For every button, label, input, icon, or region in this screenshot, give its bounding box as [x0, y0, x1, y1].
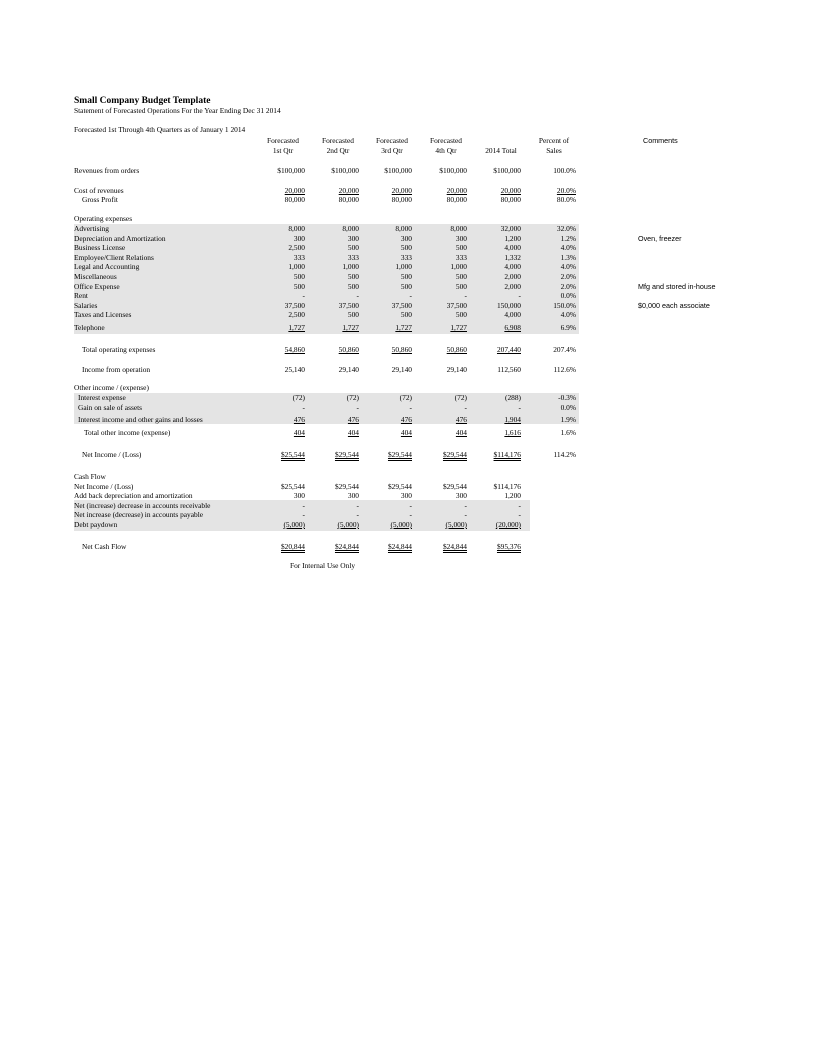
percent-cell: 32.0% [556, 224, 576, 233]
value-cell: 300 [455, 234, 467, 243]
value-cell: 300 [347, 234, 359, 243]
value-cell: 2,500 [288, 243, 305, 252]
value-cell: 300 [293, 491, 305, 500]
value-cell: 1,000 [342, 262, 359, 271]
value-cell: 20,000 [338, 186, 359, 195]
value-cell: 2,000 [504, 282, 521, 291]
value-cell: - [409, 501, 412, 510]
value-cell: 1,332 [504, 253, 521, 262]
value-cell: 476 [293, 415, 305, 424]
percent-cell: 2.0% [560, 282, 576, 291]
value-cell: - [464, 403, 467, 412]
value-cell: 20,000 [391, 186, 412, 195]
value-cell: 80,000 [338, 195, 359, 204]
value-cell: - [409, 510, 412, 519]
percent-cell: 4.0% [560, 262, 576, 271]
row-label: Total operating expenses [82, 345, 156, 354]
value-cell: 1,727 [450, 323, 467, 332]
column-header-q2: Forecasted [321, 136, 354, 145]
value-cell: 29,140 [446, 365, 467, 374]
value-cell: 1,727 [288, 323, 305, 332]
value-cell: - [464, 291, 467, 300]
value-cell: 25,140 [284, 365, 305, 374]
value-cell: $25,544 [280, 450, 305, 459]
value-cell: 37,500 [446, 301, 467, 310]
value-cell: $29,544 [334, 482, 359, 491]
value-cell: 1,616 [504, 428, 521, 437]
value-cell: - [409, 403, 412, 412]
row-label: Net Cash Flow [82, 542, 127, 551]
row-label: Debt paydown [74, 520, 118, 529]
percent-cell: -0.3% [558, 393, 576, 402]
value-cell: $29,544 [442, 482, 467, 491]
value-cell: 8,000 [395, 224, 412, 233]
value-cell: 1,000 [450, 262, 467, 271]
value-cell: - [302, 510, 305, 519]
value-cell: - [464, 501, 467, 510]
value-cell: $95,376 [496, 542, 521, 551]
column-header-total: 2014 Total [485, 146, 517, 155]
row-label: Interest income and other gains and losses [78, 415, 203, 424]
percent-cell: 2.0% [560, 272, 576, 281]
row-label: Taxes and Licenses [74, 310, 132, 319]
value-cell: $29,544 [334, 450, 359, 459]
value-cell: 8,000 [450, 224, 467, 233]
row-label: Employee/Client Relations [74, 253, 154, 262]
row-label: Net Income / (Loss) [74, 482, 134, 491]
row-label: Rent [74, 291, 88, 300]
value-cell: 6,908 [504, 323, 521, 332]
value-cell: 404 [455, 428, 467, 437]
value-cell: (72) [399, 393, 412, 402]
value-cell: 300 [347, 491, 359, 500]
value-cell: 500 [347, 243, 359, 252]
value-cell: 4,000 [504, 262, 521, 271]
value-cell: 80,000 [391, 195, 412, 204]
column-header-q1: Forecasted [266, 136, 299, 145]
value-cell: (72) [292, 393, 305, 402]
percent-cell: 6.9% [560, 323, 576, 332]
period-note: Forecasted 1st Through 4th Quarters as of January 1 2014 [74, 125, 246, 134]
value-cell: 476 [347, 415, 359, 424]
percent-cell: 4.0% [560, 243, 576, 252]
value-cell: - [302, 291, 305, 300]
value-cell: 404 [293, 428, 305, 437]
value-cell: 500 [347, 310, 359, 319]
value-cell: 37,500 [284, 301, 305, 310]
value-cell: - [518, 510, 521, 519]
comment-cell: Mfg and stored in-house [638, 282, 716, 291]
value-cell: 29,140 [391, 365, 412, 374]
column-header-pct-sub: Sales [546, 146, 562, 155]
value-cell: - [356, 501, 359, 510]
column-header-q3: Forecasted [375, 136, 408, 145]
value-cell: 1,000 [395, 262, 412, 271]
value-cell: - [518, 291, 521, 300]
value-cell: 1,200 [504, 491, 521, 500]
row-label: Telephone [74, 323, 105, 332]
value-cell: 1,727 [342, 323, 359, 332]
value-cell: - [302, 403, 305, 412]
value-cell: 404 [347, 428, 359, 437]
percent-cell: 20.0% [556, 186, 576, 195]
row-label: Interest expense [78, 393, 126, 402]
comment-cell: Oven, freezer [638, 234, 682, 243]
value-cell: $25,544 [280, 482, 305, 491]
section-heading-other: Other income / (expense) [74, 383, 149, 392]
value-cell: 500 [347, 282, 359, 291]
value-cell: 333 [293, 253, 305, 262]
value-cell: $100,000 [384, 166, 412, 175]
row-label: Net increase (decrease) in accounts payable [74, 510, 204, 519]
value-cell: 404 [400, 428, 412, 437]
value-cell: 500 [455, 310, 467, 319]
value-cell: 32,000 [500, 224, 521, 233]
value-cell: 20,000 [500, 186, 521, 195]
value-cell: (72) [454, 393, 467, 402]
value-cell: $24,844 [442, 542, 467, 551]
value-cell: 500 [455, 272, 467, 281]
value-cell: $24,844 [334, 542, 359, 551]
value-cell: 150,000 [496, 301, 521, 310]
percent-cell: 114.2% [553, 450, 576, 459]
value-cell: 54,860 [284, 345, 305, 354]
value-cell: 500 [455, 282, 467, 291]
row-label: Income from operation [82, 365, 151, 374]
value-cell: 333 [347, 253, 359, 262]
row-label: Business License [74, 243, 126, 252]
value-cell: - [409, 291, 412, 300]
value-cell: 333 [455, 253, 467, 262]
value-cell: (5,000) [445, 520, 467, 529]
value-cell: 300 [400, 491, 412, 500]
row-label: Cost of revenues [74, 186, 124, 195]
value-cell: - [464, 510, 467, 519]
column-header-q2-sub: 2nd Qtr [326, 146, 350, 155]
percent-cell: 80.0% [556, 195, 576, 204]
value-cell: 333 [400, 253, 412, 262]
row-label: Legal and Accounting [74, 262, 140, 271]
row-label: Net (increase) decrease in accounts receivable [74, 501, 211, 510]
percent-cell: 207.4% [553, 345, 576, 354]
row-label: Depreciation and Amortization [74, 234, 166, 243]
value-cell: 4,000 [504, 310, 521, 319]
value-cell: $100,000 [439, 166, 467, 175]
value-cell: 500 [400, 282, 412, 291]
percent-cell: 1.2% [560, 234, 576, 243]
value-cell: 29,140 [338, 365, 359, 374]
value-cell: (5,000) [337, 520, 359, 529]
value-cell: 37,500 [338, 301, 359, 310]
value-cell: 300 [400, 234, 412, 243]
value-cell: 37,500 [391, 301, 412, 310]
value-cell: (288) [504, 393, 521, 402]
value-cell: (72) [346, 393, 359, 402]
percent-cell: 0.0% [560, 403, 576, 412]
value-cell: 50,860 [338, 345, 359, 354]
value-cell: $114,176 [493, 482, 521, 491]
section-heading-opex: Operating expenses [74, 214, 133, 223]
percent-cell: 1.6% [560, 428, 576, 437]
value-cell: 80,000 [500, 195, 521, 204]
value-cell: $114,176 [493, 450, 521, 459]
value-cell: 500 [400, 243, 412, 252]
value-cell: $29,544 [387, 482, 412, 491]
percent-cell: 1.3% [560, 253, 576, 262]
row-label: Miscellaneous [74, 272, 117, 281]
value-cell: - [356, 510, 359, 519]
value-cell: 8,000 [342, 224, 359, 233]
value-cell: - [356, 403, 359, 412]
column-header-q4-sub: 4th Qtr [435, 146, 457, 155]
value-cell: 500 [400, 310, 412, 319]
value-cell: 476 [455, 415, 467, 424]
value-cell: - [302, 501, 305, 510]
value-cell: 500 [347, 272, 359, 281]
column-header-q3-sub: 3rd Qtr [381, 146, 403, 155]
value-cell: $20,844 [280, 542, 305, 551]
comment-cell: $0,000 each associate [638, 301, 710, 310]
percent-cell: 100.0% [553, 166, 576, 175]
row-label: Total other income (expense) [84, 428, 171, 437]
value-cell: $100,000 [331, 166, 359, 175]
value-cell: 2,000 [504, 272, 521, 281]
row-label: Salaries [74, 301, 98, 310]
value-cell: (5,000) [390, 520, 412, 529]
row-label: Gross Profit [82, 195, 118, 204]
value-cell: 207,440 [496, 345, 521, 354]
page-title: Small Company Budget Template [74, 96, 211, 106]
value-cell: - [518, 501, 521, 510]
percent-cell: 150.0% [553, 301, 576, 310]
value-cell: (5,000) [283, 520, 305, 529]
value-cell: 1,904 [504, 415, 521, 424]
value-cell: - [356, 291, 359, 300]
value-cell: (20,000) [495, 520, 521, 529]
value-cell: 476 [400, 415, 412, 424]
section-heading-cash: Cash Flow [74, 472, 106, 481]
page-subtitle: Statement of Forecasted Operations For the Year Ending Dec 31 2014 [74, 106, 281, 115]
value-cell: 112,560 [497, 365, 521, 374]
value-cell: 50,860 [391, 345, 412, 354]
percent-cell: 1.9% [560, 415, 576, 424]
column-header-comments: Comments [643, 136, 678, 145]
value-cell: 20,000 [446, 186, 467, 195]
percent-cell: 4.0% [560, 310, 576, 319]
value-cell: $29,544 [387, 450, 412, 459]
value-cell: $100,000 [493, 166, 521, 175]
value-cell: 500 [293, 272, 305, 281]
value-cell: 300 [293, 234, 305, 243]
value-cell: 80,000 [446, 195, 467, 204]
value-cell: 1,727 [395, 323, 412, 332]
value-cell: 4,000 [504, 243, 521, 252]
footer-note: For Internal Use Only [290, 561, 356, 570]
percent-cell: 112.6% [553, 365, 576, 374]
value-cell: 2,500 [288, 310, 305, 319]
value-cell: 20,000 [284, 186, 305, 195]
value-cell: 500 [455, 243, 467, 252]
value-cell: $24,844 [387, 542, 412, 551]
column-header-pct: Percent of [538, 136, 570, 145]
value-cell: 1,200 [504, 234, 521, 243]
value-cell: $29,544 [442, 450, 467, 459]
value-cell: 1,000 [288, 262, 305, 271]
row-label: Gain on sale of assets [78, 403, 143, 412]
row-label: Revenues from orders [74, 166, 140, 175]
row-label: Office Expense [74, 282, 120, 291]
value-cell: - [518, 403, 521, 412]
percent-cell: 0.0% [560, 291, 576, 300]
row-label: Add back depreciation and amortization [74, 491, 193, 500]
column-header-q1-sub: 1st Qtr [272, 146, 294, 155]
value-cell: 500 [400, 272, 412, 281]
value-cell: $100,000 [277, 166, 305, 175]
value-cell: 80,000 [284, 195, 305, 204]
value-cell: 8,000 [288, 224, 305, 233]
value-cell: 500 [293, 282, 305, 291]
value-cell: 300 [455, 491, 467, 500]
value-cell: 50,860 [446, 345, 467, 354]
column-header-q4: Forecasted [429, 136, 462, 145]
row-label: Net Income / (Loss) [82, 450, 142, 459]
row-label: Advertising [74, 224, 109, 233]
